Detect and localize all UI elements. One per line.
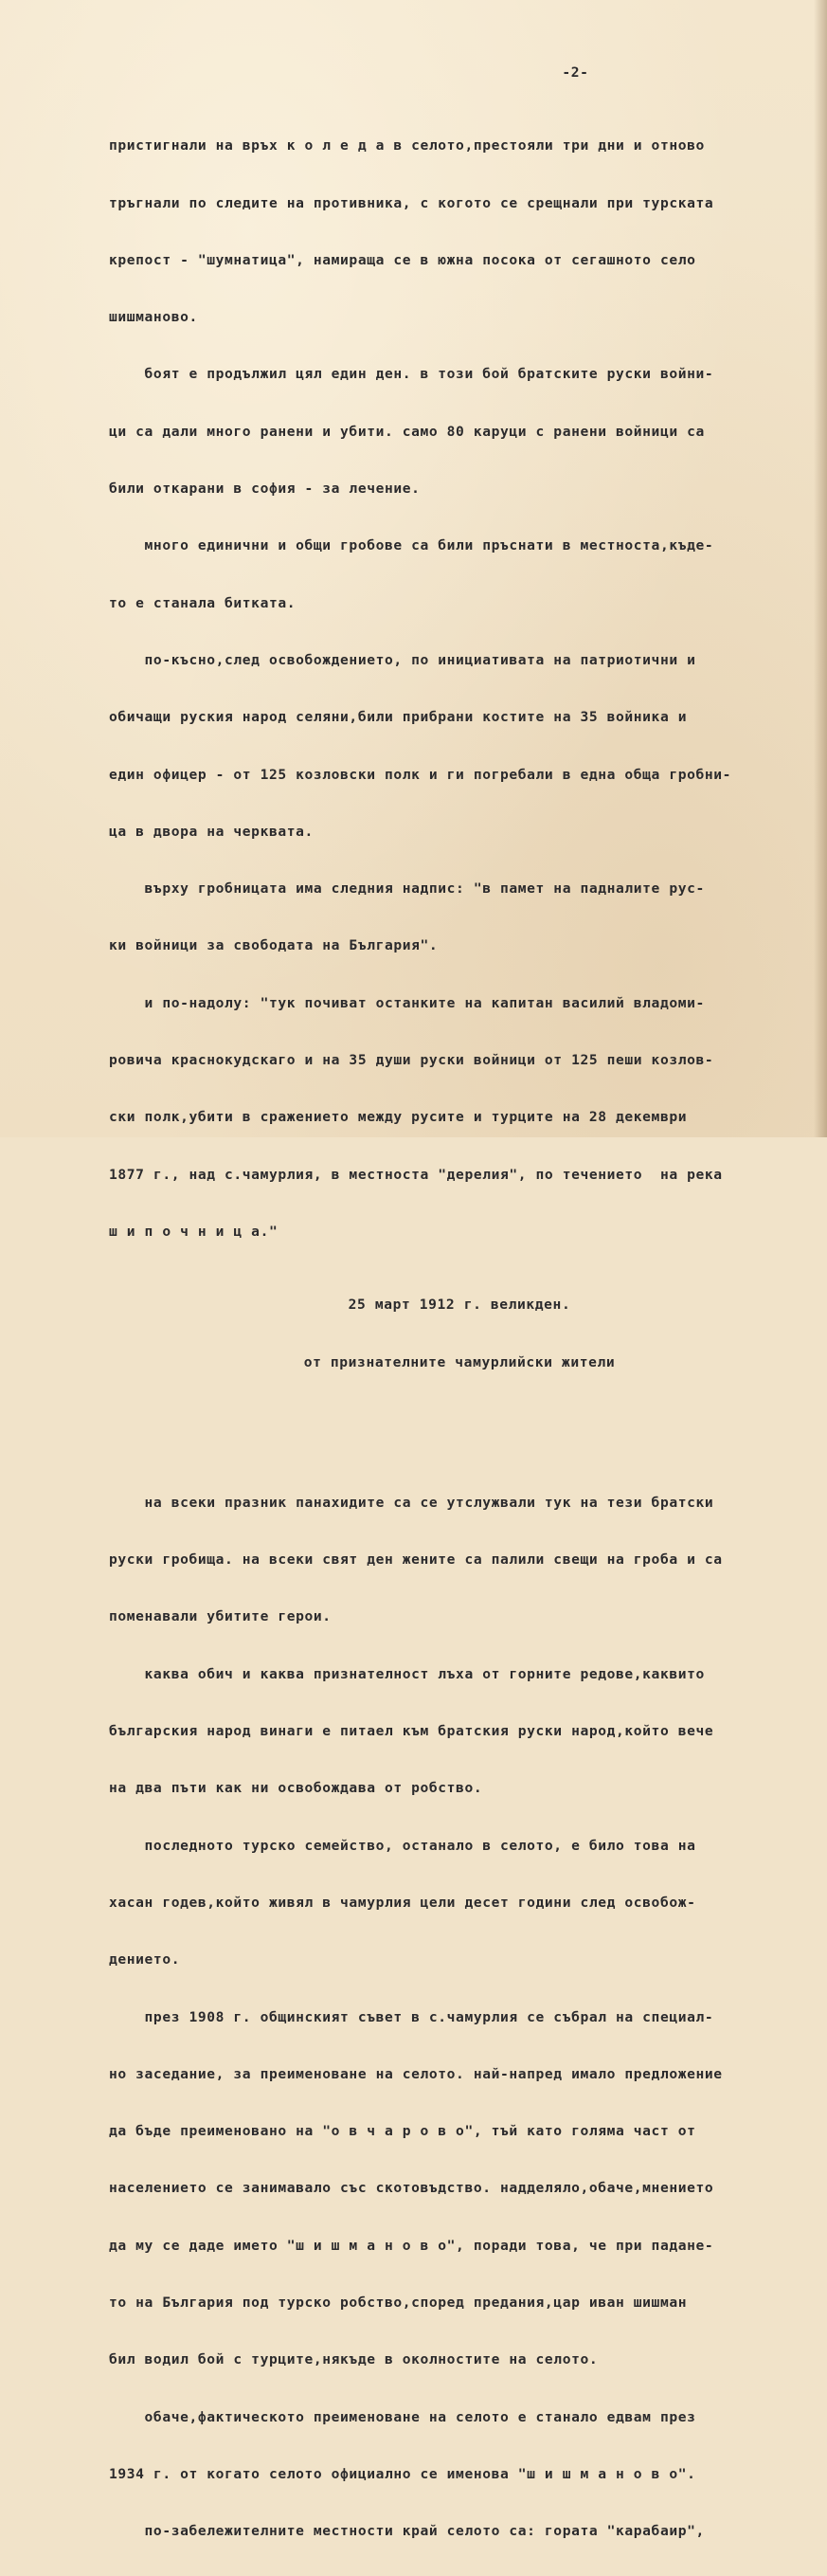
text-line: пристигнали на връх к о л е д а в селото,престояли три дни и отново xyxy=(109,137,705,154)
text-line: шишманово. xyxy=(109,309,198,326)
text-line: бил водил бой с турците,някъде в околностите на селото. xyxy=(109,2351,599,2368)
text-line: на всеки празник панахидите са се утслужвали тук на тези братски xyxy=(109,1494,714,1511)
text-line: поменавали убитите герои. xyxy=(109,1608,332,1625)
text-line: ци са дали много ранени и убити. само 80 каруци с ранени войници са xyxy=(109,423,705,440)
text-line: но заседание, за преименоване на селото. най-напред имало предложение xyxy=(109,2065,723,2082)
text-line: на два пъти как ни освобождава от робство. xyxy=(109,1780,483,1797)
text-line: руски гробища. на всеки свят ден жените са палили свещи на гроба и са xyxy=(109,1551,723,1569)
text-line: да му се даде името "ш и ш м а н о в о", поради това, че при падане- xyxy=(109,2237,714,2254)
text-line: то на България под турско робство,според предания,цар иван шишман xyxy=(109,2294,688,2311)
text-line: ца в двора на черквата. xyxy=(109,823,314,840)
text-line: българския народ винаги е питаел към братския руски народ,който вече xyxy=(109,1723,714,1740)
text-line: 1934 г. от когато селото официално се именова "ш и ш м а н о в о". xyxy=(109,2465,696,2482)
text-line: 1877 г., над с.чамурлия, в местноста "дерелия", по течението на река xyxy=(109,1166,723,1183)
text-line: да бъде преименовано на "о в ч а р о в о", тъй като голяма част от xyxy=(109,2123,696,2140)
text-line: боят е продължил цял един ден. в този бой братските руски войни- xyxy=(109,366,714,383)
text-line: последното турско семейство, останало в селото, е било това на xyxy=(109,1837,696,1854)
text-line: ровича краснокудскаго и на 35 души руски войници от 125 пеши козлов- xyxy=(109,1052,714,1069)
text-line: по-забележителните местности край селото са: гората "карабаир", xyxy=(109,2523,705,2540)
text-line: то е станала битката. xyxy=(109,594,297,611)
text-line: ски полк,убити в сражението между русите и турците на 28 декември xyxy=(109,1109,688,1126)
text-line: хасан годев,който живял в чамурлия цели десет години след освобож- xyxy=(109,1894,696,1911)
inscription-signature: от признателните чамурлийски жители xyxy=(303,1353,616,1370)
paragraph-gap xyxy=(109,1424,810,1442)
text-line: един офицер - от 125 козловски полк и ги погребали в една обща гробни- xyxy=(109,766,732,783)
inscription-date: 25 март 1912 г. великден. xyxy=(348,1297,571,1314)
text-line: крепост - "шумнатица", намираща се в южна посока от сегашното село xyxy=(109,251,696,268)
text-line: през 1908 г. общинският съвет в с.чамурлия се събрал на специал- xyxy=(109,2008,714,2025)
text-line: върху гробницата има следния надпис: "в памет на падналите рус- xyxy=(109,880,705,898)
text-line: ки войници за свободата на България". xyxy=(109,937,439,954)
text-line: и по-надолу: "тук почиват останките на капитан василий владоми- xyxy=(109,994,705,1011)
text-line: били откарани в софия - за лечение. xyxy=(109,481,421,498)
text-line: по-късно,след освобождението, по инициативата на патриотични и xyxy=(109,651,696,668)
text-line: много единични и общи гробове са били пръснати в местноста,къде- xyxy=(109,537,714,554)
text-line: дението. xyxy=(109,1951,181,1968)
text-line: каква обич и каква признателност лъха от горните редове,каквито xyxy=(109,1665,705,1682)
text-line: обичащи руския народ селяни,били прибрани костите на 35 войника и xyxy=(109,709,688,726)
text-line: ш и п о ч н и ц а." xyxy=(109,1223,279,1240)
text-line: обаче,фактическото преименоване на селото е станало едвам през xyxy=(109,2408,696,2425)
text-block xyxy=(109,28,810,2576)
page-number: -2- xyxy=(562,64,589,81)
text-line: тръгнали по следите на противника, с когото се срещнали при турската xyxy=(109,194,714,211)
text-line: населението се занимавало със скотовъдство. надделяло,обаче,мнението xyxy=(109,2180,714,2197)
